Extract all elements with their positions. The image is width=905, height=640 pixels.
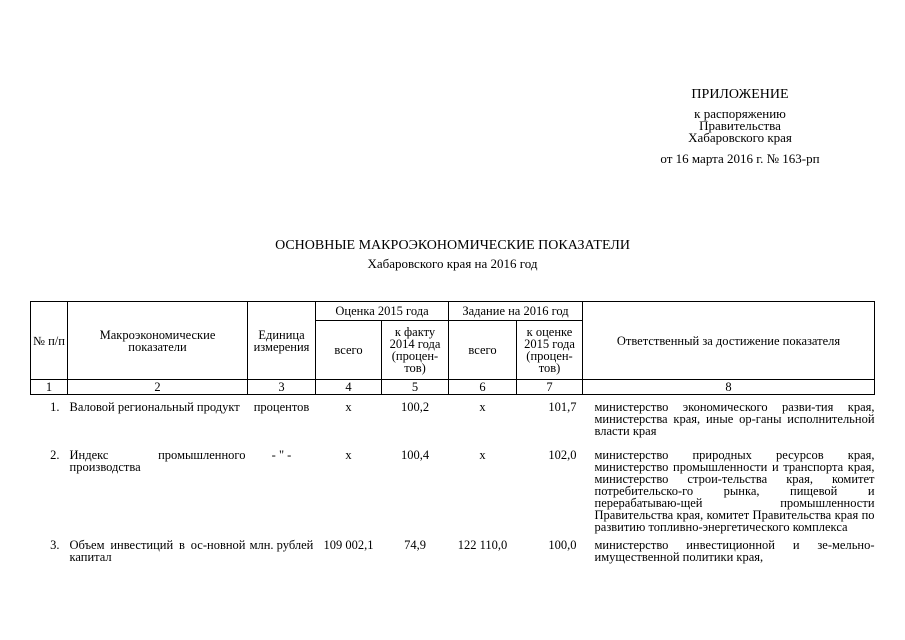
- header-num: № п/п: [31, 302, 68, 380]
- appendix-line-2: Правительства: [699, 118, 781, 133]
- header-indicator: Макроэкономические показатели: [68, 302, 248, 380]
- document-subtitle: Хабаровского края на 2016 год: [367, 256, 538, 271]
- row-est-fact: 74,9: [404, 538, 426, 552]
- col-number: 4: [316, 380, 382, 395]
- row-est-total: х: [345, 448, 352, 462]
- row-est-total: 109 002,1: [323, 538, 374, 552]
- appendix-block: [620, 88, 860, 165]
- row-unit: процентов: [253, 400, 310, 414]
- header-unit: Единица измерения: [248, 302, 316, 380]
- header-task-2016: Задание на 2016 год: [449, 302, 583, 321]
- row-unit: млн. рублей: [249, 538, 314, 552]
- table-row: [31, 437, 875, 533]
- row-est-total: х: [345, 400, 352, 414]
- indicators-table: [30, 301, 875, 563]
- row-num: 3.: [50, 538, 60, 552]
- row-est-fact: 100,4: [400, 448, 430, 462]
- row-est-fact: 100,2: [400, 400, 430, 414]
- col-number: 7: [517, 380, 583, 395]
- row-num: 2.: [50, 448, 60, 462]
- appendix-date: от 16 марта 2016 г. № 163-рп: [660, 151, 820, 166]
- appendix-line-1: к распоряжению: [694, 106, 786, 121]
- row-task-pct: 101,7: [548, 400, 577, 414]
- row-indicator: Объем инвестиций в ос-новной капитал: [69, 538, 246, 564]
- table-header: [31, 302, 875, 395]
- row-task-total: 122 110,0: [457, 538, 508, 552]
- row-task-pct: 102,0: [548, 448, 577, 462]
- row-responsible: министерство экономического разви-тия края, министерства края, иные ор-ганы исполнительной власти края: [594, 400, 875, 438]
- table-row: [31, 395, 875, 438]
- header-est-total: всего: [316, 321, 382, 380]
- col-number: 5: [382, 380, 449, 395]
- col-number: 6: [449, 380, 517, 395]
- header-estimate-2015: Оценка 2015 года: [316, 302, 449, 321]
- header-task-pct: к оценке 2015 года (процен- тов): [517, 321, 583, 380]
- col-number: 2: [68, 380, 248, 395]
- row-indicator: Индекс промышленного производства: [69, 448, 246, 474]
- document-title: ОСНОВНЫЕ МАКРОЭКОНОМИЧЕСКИЕ ПОКАЗАТЕЛИ: [275, 238, 630, 253]
- col-number: 3: [248, 380, 316, 395]
- row-task-total: х: [479, 400, 486, 414]
- row-indicator: Валовой региональный продукт: [69, 400, 240, 414]
- header-responsible: Ответственный за достижение показателя: [583, 302, 875, 380]
- row-task-total: х: [479, 448, 486, 462]
- appendix-line-3: Хабаровского края: [688, 130, 792, 145]
- row-task-pct: 100,0: [548, 538, 577, 552]
- document-heading: [0, 237, 905, 273]
- row-responsible: министерство инвестиционной и зе-мельно-имущественной политики края,: [594, 538, 875, 564]
- header-task-total: всего: [449, 321, 517, 380]
- col-number: 1: [31, 380, 68, 395]
- table-body: [31, 395, 875, 564]
- row-num: 1.: [50, 400, 60, 414]
- row-unit: - " -: [271, 448, 292, 462]
- row-responsible: министерство природных ресурсов края, министерство промышленности и транспорта края, министерство строи-тельства края, комитет потребительско-го рынка, пищевой и перерабатываю-щей промышленности Правительства края, комитет Правительства края по развитию топливно-энергетического комплекса: [594, 448, 875, 534]
- table-row: [31, 533, 875, 563]
- header-est-fact: к факту 2014 года (процен- тов): [382, 321, 449, 380]
- appendix-title: ПРИЛОЖЕНИЕ: [691, 87, 789, 102]
- col-number: 8: [583, 380, 875, 395]
